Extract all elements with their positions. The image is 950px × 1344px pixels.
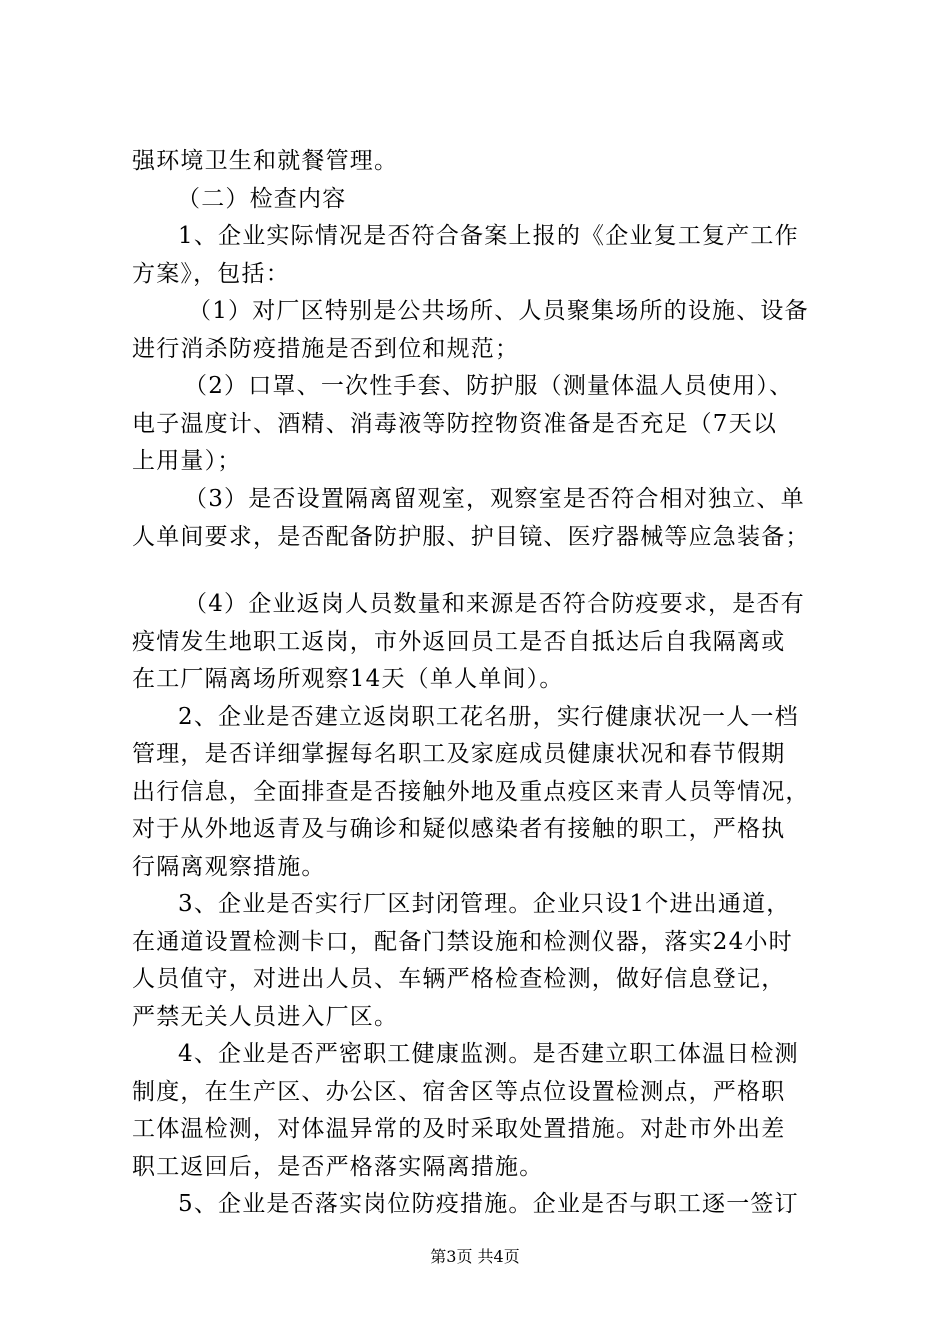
text-line: （2）口罩、一次性手套、防护服（测量体温人员使用）、 [184,373,794,399]
text-line: 出行信息，全面排查是否接触外地及重点疫区来青人员等情况， [132,779,810,805]
text-line: 制度，在生产区、办公区、宿舍区等点位设置检测点，严格职 [132,1079,786,1105]
text-line: （3）是否设置隔离留观室，观察室是否符合相对独立、单 [184,486,805,512]
text-line: （二）检查内容 [177,186,347,212]
text-line: 行隔离观察措施。 [132,854,326,880]
text-line: 人单间要求，是否配备防护服、护目镜、医疗器械等应急装备； [132,524,810,550]
text-line: 严禁无关人员进入厂区。 [132,1004,399,1030]
text-line: 对于从外地返青及与确诊和疑似感染者有接触的职工，严格执 [132,816,786,842]
text-line: 电子温度计、酒精、消毒液等防控物资准备是否充足（7天以 [132,411,778,437]
text-line: 3、企业是否实行厂区封闭管理。企业只设1个进出通道， [178,891,791,917]
text-line: （1）对厂区特别是公共场所、人员聚集场所的设施、设备 [188,298,809,324]
text-line: 在工厂隔离场所观察14天（单人单间）。 [132,666,564,692]
text-line: 工体温检测，对体温异常的及时采取处置措施。对赴市外出差 [132,1116,786,1142]
text-line: 2、企业是否建立返岗职工花名册，实行健康状况一人一档 [178,704,799,730]
text-line: 上用量）； [132,448,242,474]
text-line: 4、企业是否严密职工健康监测。是否建立职工体温日检测 [178,1041,799,1067]
text-line: 1、企业实际情况是否符合备案上报的《企业复工复产工作 [178,223,799,249]
text-line: 方案》，包括： [132,261,290,287]
text-line: 在通道设置检测卡口，配备门禁设施和检测仪器，落实24小时 [132,929,793,955]
text-line: 人员值守，对进出人员、车辆严格检查检测，做好信息登记， [132,966,786,992]
text-line: 进行消杀防疫措施是否到位和规范； [132,336,520,362]
text-line: 强环境卫生和就餐管理。 [132,148,399,174]
text-line: 职工返回后，是否严格落实隔离措施。 [132,1154,544,1180]
text-line: （4）企业返岗人员数量和来源是否符合防疫要求，是否有 [184,591,805,617]
page-number-footer: 第3页 共4页 [430,1247,520,1266]
text-line: 管理，是否详细掌握每名职工及家庭成员健康状况和春节假期 [132,741,786,767]
text-line: 疫情发生地职工返岗，市外返回员工是否自抵达后自我隔离或 [132,629,786,655]
text-line: 5、企业是否落实岗位防疫措施。企业是否与职工逐一签订 [178,1191,799,1217]
